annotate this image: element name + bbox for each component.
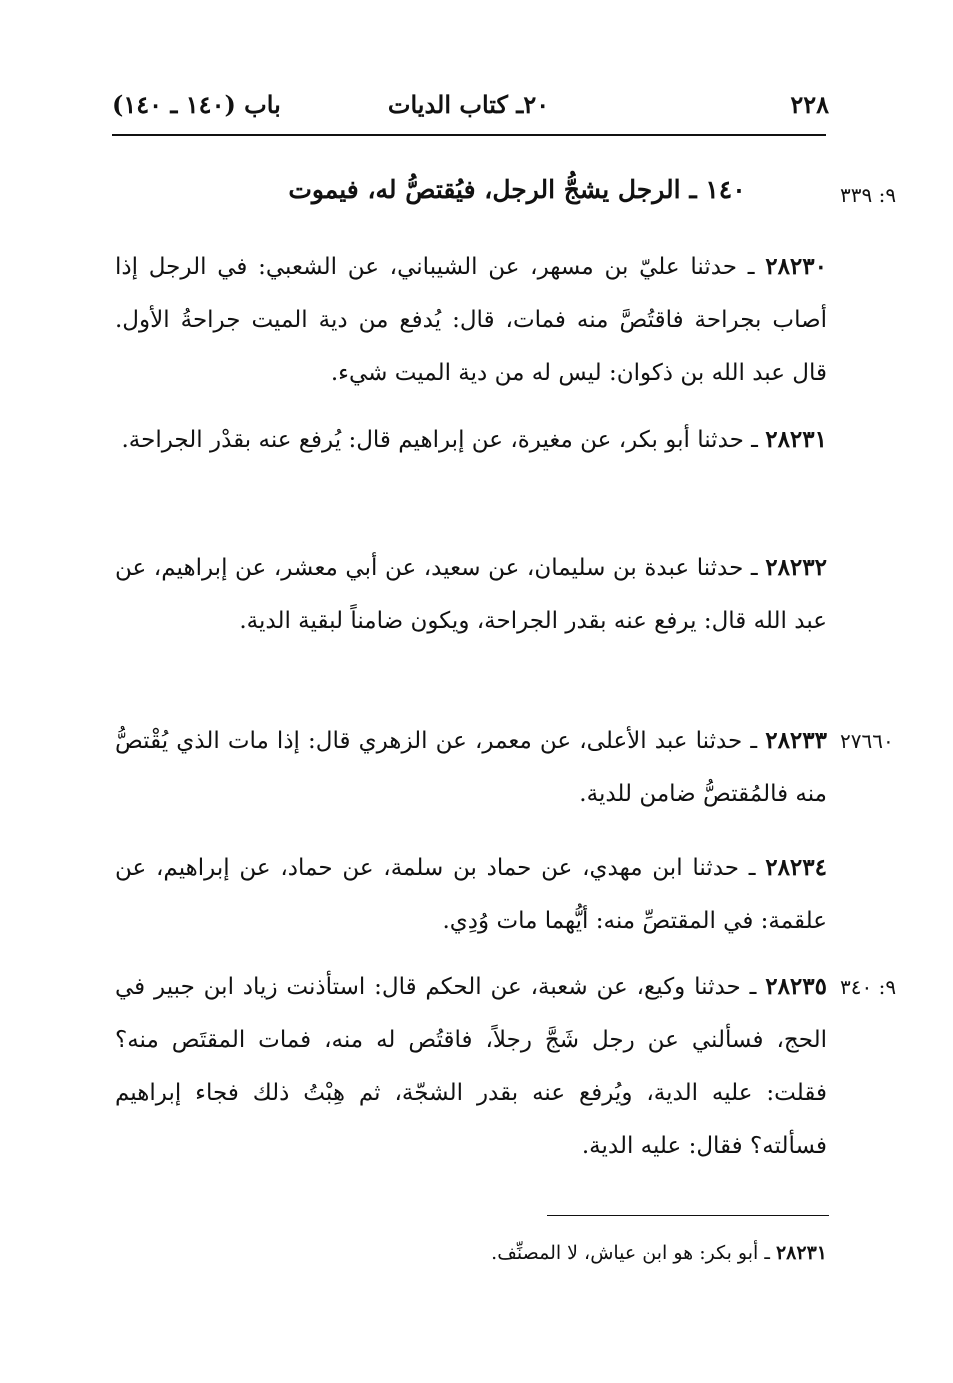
chapter-range: باب (١٤٠ ـ ١٤٠) [112, 90, 281, 119]
footnote-text: ـ أبو بكر: هو ابن عياش، لا المصنِّف. [491, 1242, 776, 1264]
footnote [115, 1236, 827, 1270]
hadith-text: ـ حدثنا وكيع، عن شعبة، عن الحكم قال: استأذنت زياد ابن جبير في الحج، فسألني عن رجل شَجَّ رجلاً، فاقتُص له منه، فمات المقتَص منه؟ فقلت: عليه الدية، ويُرفع عنه بقدر الشجّة، ثم هِبْتُ ذلك فجاء إبراهيم فسألته؟ فقال: عليه الدية. [115, 974, 827, 1159]
chapter-heading: ١٤٠ ـ الرجل يشجُّ الرجل، فيُقتصُّ له، فيموت [288, 175, 746, 204]
hadith-number: ٢٨٢٣٤ [765, 854, 827, 881]
page-number: ٢٢٨ [790, 90, 829, 119]
hadith-paragraph [115, 960, 827, 1173]
hadith-number: ٢٨٢٣١ [765, 426, 827, 453]
chapter-heading-wrap [112, 172, 826, 208]
hadith-text: ـ حدثنا عبدة بن سليمان، عن سعيد، عن أبي معشر، عن إبراهيم، عن عبد الله قال: يرفع عنه بقدر الجراحة، ويكون ضامناً لبقية الدية. [115, 555, 827, 634]
hadith-paragraph [115, 714, 827, 821]
hadith-number: ٢٨٢٣٣ [765, 727, 827, 754]
hadith-paragraph [115, 841, 827, 948]
hadith-paragraph [115, 541, 827, 648]
hadith-paragraph [115, 240, 827, 400]
hadith-margin-ref: ٩: ٣٤٠ [840, 975, 897, 999]
chapter-margin-ref: ٩: ٣٣٩ [840, 183, 897, 207]
hadith-number: ٢٨٢٣٢ [765, 554, 827, 581]
hadith-text: ـ حدثنا أبو بكر، عن مغيرة، عن إبراهيم قال: يُرفع عنه بقدْر الجراحة. [121, 427, 766, 453]
hadith-text: ـ حدثنا عبد الأعلى، عن معمر، عن الزهري قال: إذا مات الذي يُقْتصُّ منه فالمُقتصُّ ضامن للدية. [115, 728, 827, 807]
hadith-paragraph [115, 413, 827, 467]
hadith-number: ٢٨٢٣٥ [765, 973, 827, 1000]
hadith-margin-ref: ٢٧٦٦٠ [840, 729, 894, 753]
hadith-text: ـ حدثنا ابن مهدي، عن حماد بن سلمة، عن حماد، عن إبراهيم، عن علقمة: في المقتصِّ منه: أيُّهما مات وُدِي. [115, 855, 827, 934]
header-rule [112, 134, 826, 136]
footnote-number: ٢٨٢٣١ [775, 1242, 827, 1264]
hadith-number: ٢٨٢٣٠ [765, 253, 827, 280]
book-title: ٢٠ـ كتاب الديات [387, 90, 550, 119]
footnote-rule [547, 1215, 829, 1216]
hadith-text: ـ حدثنا عليّ بن مسهر، عن الشيباني، عن الشعبي: في الرجل إذا أصاب بجراحة فاقتُصَّ منه فمات، قال: يُدفع من دية الميت جراحةُ الأول. قال عبد الله بن ذكوان: ليس له من دية الميت شيء. [115, 254, 827, 386]
